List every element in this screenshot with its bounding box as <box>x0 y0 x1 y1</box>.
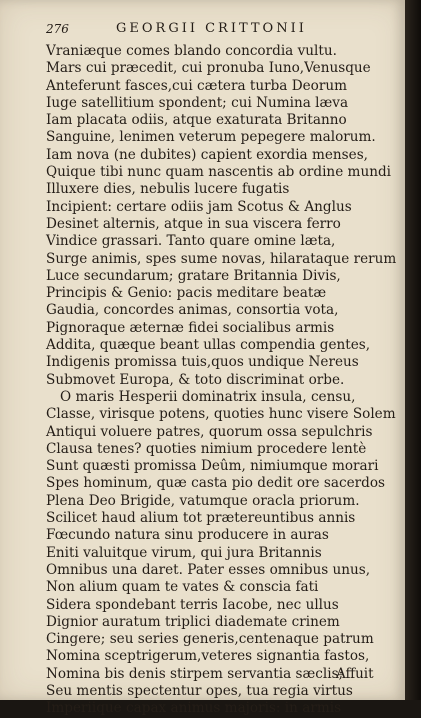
book-gutter <box>405 0 421 700</box>
text-line: Iuge satellitium spondent; cui Numina læva <box>46 94 349 111</box>
text-line: Clausa tenes? quoties nimium procedere lentè <box>46 440 367 457</box>
text-line: Antiqui voluere patres, quorum ossa sepulchris <box>46 423 373 440</box>
text-line: Quique tibi nunc quam nascentis ab ordine mundi <box>46 164 392 181</box>
text-line: Spes hominum, quæ casta pio dedit ore sacerdos <box>46 475 385 492</box>
text-line: Dignior auratum triplici diademate crinem <box>46 613 340 630</box>
text-line: Principis & Genio: pacis meditare beatæ <box>46 285 327 302</box>
text-line: Pignoraque æternæ fidei socialibus armis <box>46 319 335 336</box>
text-line: Indigenis promissa tuis,quos undique Nereus <box>46 354 359 371</box>
text-line: Anteferunt fasces,cui cætera turba Deorum <box>46 77 347 94</box>
text-line: Plena Deo Brigide, vatumque oracla priorum. <box>46 492 360 509</box>
running-head: GEORGII CRITTONII <box>116 21 307 36</box>
text-line: Nomina bis denis stirpem servantia sæclis; <box>46 665 344 682</box>
text-line: Eniti valuitque virum, qui jura Britannis <box>46 544 322 561</box>
text-line: Sunt quæsti promissa Deûm, nimiumque morari <box>46 458 379 475</box>
text-line: Submovet Europa, & toto discriminat orbe. <box>46 371 345 388</box>
text-line: O maris Hesperii dominatrix insula, censu, <box>60 388 356 405</box>
text-line: Sidera spondebant terris Iacobe, nec ullus <box>46 596 339 613</box>
text-line: Imperiique capax animus majoris: in armis <box>46 700 342 717</box>
text-line: Desinet alternis, atque in sua viscera ferro <box>46 215 341 232</box>
text-line: Mars cui præcedit, cui pronuba Iuno,Venusque <box>46 60 371 77</box>
text-line: Sanguine, lenimen veterum pepegere malorum. <box>46 129 376 146</box>
text-line: Incipient: certare odiis jam Scotus & Anglus <box>46 198 352 215</box>
text-line: Vraniæque comes blando concordia vultu. <box>46 43 337 59</box>
text-line: Illuxere dies, nebulis lucere fugatis <box>46 181 290 198</box>
poem-text <box>46 43 397 718</box>
text-line: Seu mentis spectentur opes, tua regia virtus <box>46 682 353 699</box>
text-line: Fœcundo natura sinu producere in auras <box>46 527 329 544</box>
text-line: Vindice grassari. Tanto quare omine læta, <box>46 233 336 250</box>
text-line: Classe, virisque potens, quoties hunc visere Solem <box>46 406 396 423</box>
text-line: Iam placata odiis, atque exaturata Britanno <box>46 112 347 129</box>
page-number: 276 <box>46 22 69 36</box>
text-line: Gaudia, concordes animas, consortia vota, <box>46 302 339 319</box>
catchword: Affuit <box>336 666 374 682</box>
page-header <box>46 22 376 40</box>
text-line: Surge animis, spes sume novas, hilarataque rerum <box>46 250 397 267</box>
text-line: Luce secundarum; gratare Britannia Divis, <box>46 267 341 284</box>
text-line: Omnibus una daret. Pater esses omnibus unus, <box>46 561 371 578</box>
text-line: Nomina sceptrigerum,veteres signantia fastos, <box>46 648 370 665</box>
text-line: Non alium quam te vates & conscia fati <box>46 579 319 596</box>
text-line: Scilicet haud alium tot prætereuntibus annis <box>46 510 356 527</box>
text-line: Addita, quæque beant ullas compendia gentes, <box>46 337 371 354</box>
text-line: Cingere; seu series generis,centenaque patrum <box>46 631 374 648</box>
text-line: Iam nova (ne dubites) capient exordia menses, <box>46 146 368 163</box>
